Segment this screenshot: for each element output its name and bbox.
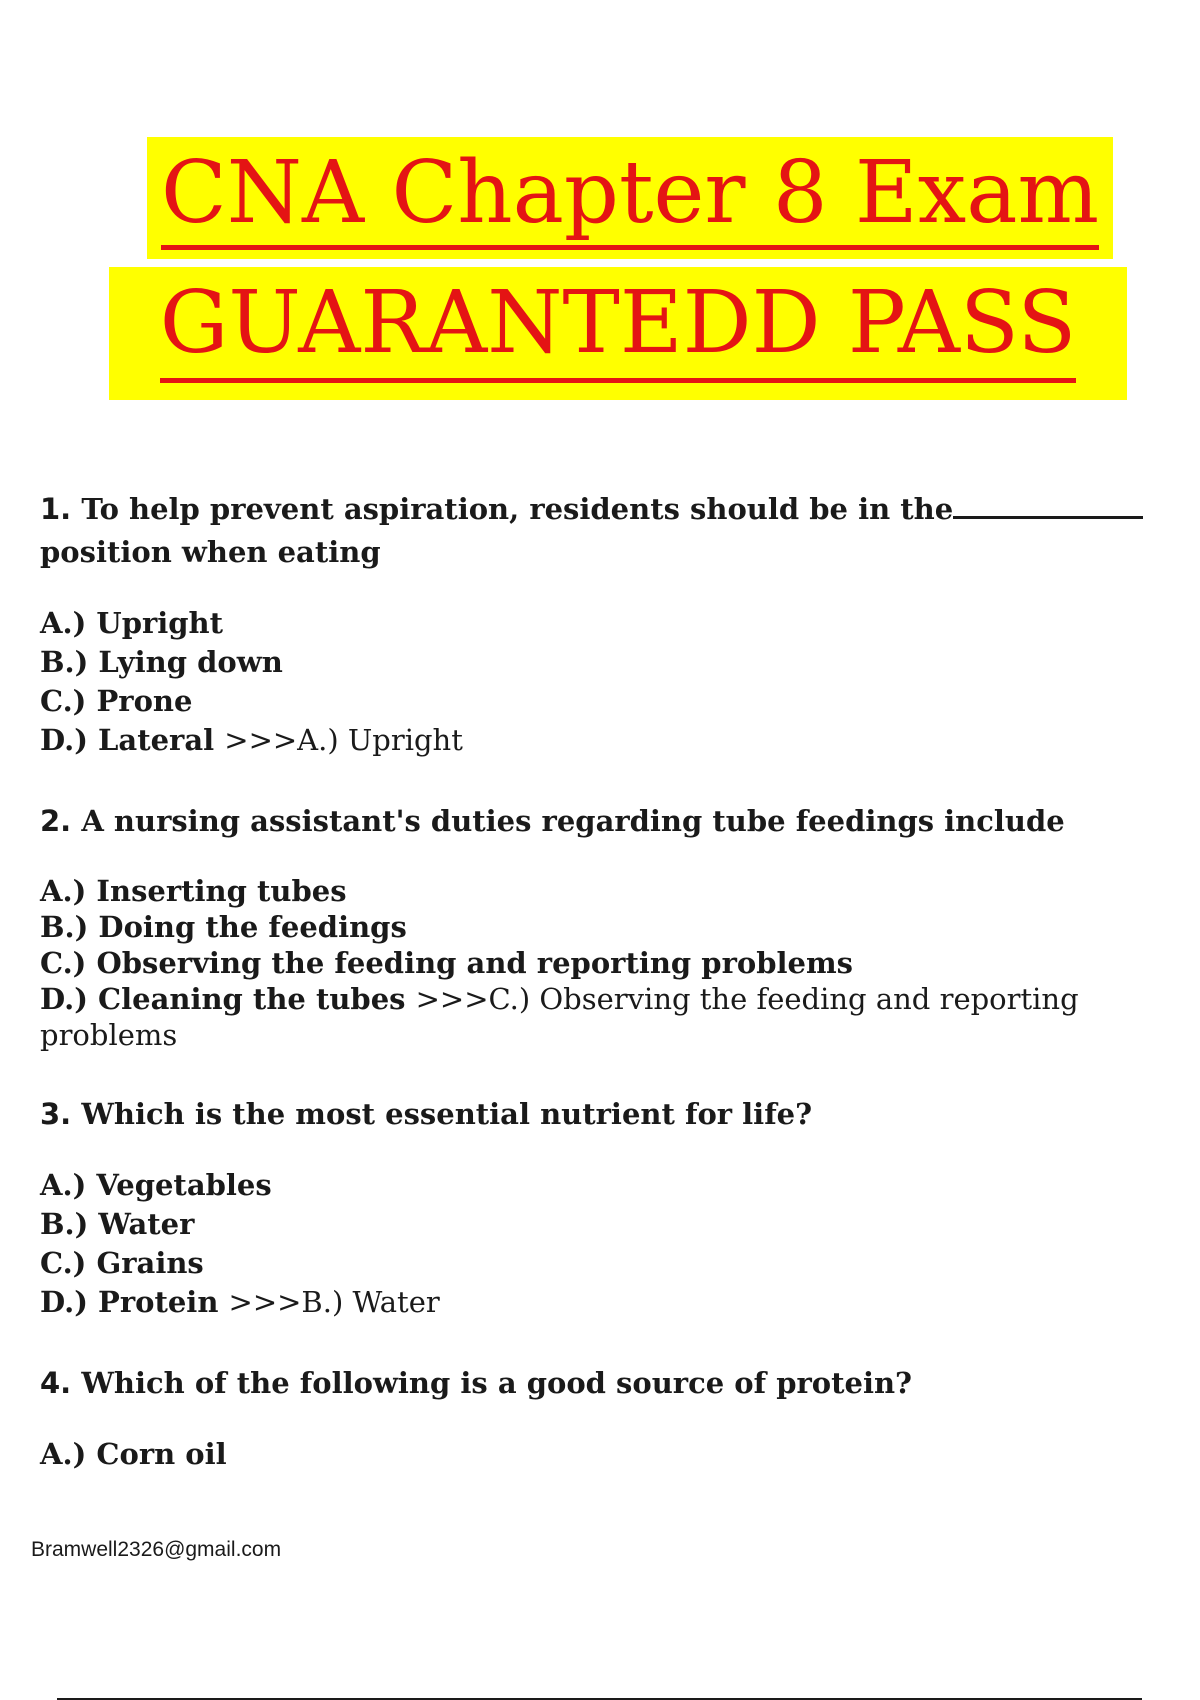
question-stem: A nursing assistant's duties regarding tube feedings include [81,804,1065,838]
option-d [40,1283,1180,1322]
question-list [40,488,1180,1514]
question-number: 3. [40,1097,72,1131]
question-text-3 [40,1093,1180,1136]
option-b: B.) Lying down [40,645,283,679]
option-a: A.) Corn oil [40,1437,227,1471]
question-block-1 [40,488,1180,760]
option-d [40,721,1180,760]
answer-text: >>>A.) Upright [224,723,463,757]
question-stem: Which of the following is a good source of protein? [81,1366,913,1400]
title-line-2 [109,267,1127,400]
option-a: A.) Vegetables [40,1168,272,1202]
option-d-label: D.) Lateral [40,723,215,757]
option-b: B.) Water [40,1207,195,1241]
question-stem-end: position when eating [40,535,381,569]
option-a: A.) Inserting tubes [40,874,347,908]
answer-blank [953,490,1143,519]
question-block-4 [40,1362,1180,1474]
options-list [40,1166,1180,1322]
question-stem: Which is the most essential nutrient for life? [81,1097,813,1131]
question-number: 2. [40,804,72,838]
title-text-2: GUARANTEDD PASS [160,268,1077,383]
option-b: B.) Doing the feedings [40,910,407,944]
answer-text: >>>C.) Observing the feeding and reporting problems [40,982,1079,1052]
option-c: C.) Prone [40,684,193,718]
footer-email: Bramwell2326@gmail.com [31,1538,282,1561]
question-text-4 [40,1362,1180,1405]
question-number: 4. [40,1366,72,1400]
answer-text: >>>B.) Water [228,1285,440,1319]
title-text-1: CNA Chapter 8 Exam [161,141,1099,250]
options-list [40,604,1180,760]
option-d-label: D.) Protein [40,1285,219,1319]
options-list [40,1435,1180,1474]
option-a: A.) Upright [40,606,224,640]
question-number: 1. [40,492,72,526]
question-stem: To help prevent aspiration, residents should be in the [81,492,954,526]
option-d [40,981,1180,1053]
question-block-3 [40,1093,1180,1322]
option-d-label: D.) Cleaning the tubes [40,982,406,1016]
options-list [40,873,1180,1053]
question-text-1 [40,488,1180,574]
question-block-2 [40,800,1180,1053]
option-c: C.) Observing the feeding and reporting problems [40,946,853,980]
question-text-2 [40,800,1180,843]
title-line-1 [147,137,1113,259]
option-c: C.) Grains [40,1246,204,1280]
